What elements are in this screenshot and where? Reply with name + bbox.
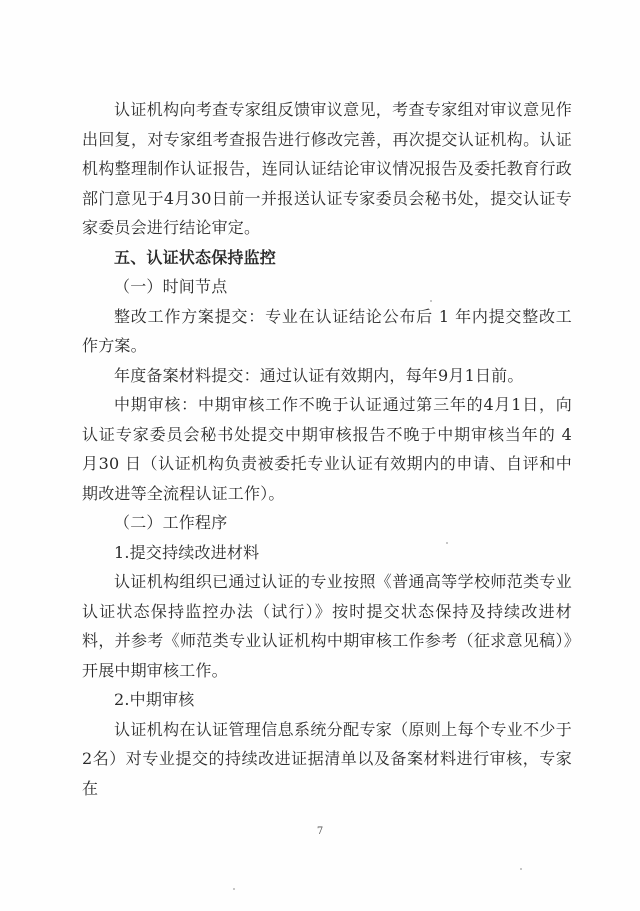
paragraph-annual-filing: 年度备案材料提交：通过认证有效期内，每年9月1日前。 [114, 365, 524, 385]
subheading-time-nodes: （一）时间节点 [114, 277, 228, 296]
subheading-midterm-review: 2.中期审核 [114, 690, 195, 709]
scan-speck [233, 888, 235, 890]
paragraph-midterm-review-timing: 中期审核：中期审核工作不晚于认证通过第三年的4月1日，向认证专家委员会秘书处提交中期审核报告不晚于中期审核当年的 4 月30 日（认证机构负责被委托专业认证有效期内的申请、自评和中期改进等全流程认证工作）。 [82, 395, 572, 503]
scan-speck [446, 542, 448, 544]
subheading-work-procedure: （二）工作程序 [114, 513, 228, 532]
document-body [82, 95, 572, 803]
paragraph-midterm-review: 认证机构在认证管理信息系统分配专家（原则上每个专业不少于2名）对专业提交的持续改进证据清单以及备案材料进行审核，专家在 [82, 719, 572, 798]
scan-speck [430, 300, 432, 302]
page-number: 7 [316, 826, 324, 837]
paragraph-review-feedback: 认证机构向考查专家组反馈审议意见，考查专家组对审议意见作出回复，对专家组考查报告进行修改完善，再次提交认证机构。认证机构整理制作认证报告，连同认证结论审议情况报告及委托教育行政部门意见于4月30日前一并报送认证专家委员会秘书处，提交认证专家委员会进行结论审定。 [82, 100, 572, 237]
section-heading-status-monitoring: 五、认证状态保持监控 [114, 247, 277, 267]
paragraph-submit-improvement: 认证机构组织已通过认证的专业按照《普通高等学校师范类专业认证状态保持监控办法（试行）》按时提交状态保持及持续改进材料，并参考《师范类专业认证机构中期审核工作参考（征求意见稿）》开展中期审核工作。 [82, 572, 572, 680]
subheading-submit-improvement: 1.提交持续改进材料 [114, 542, 260, 562]
paragraph-rectification-plan: 整改工作方案提交：专业在认证结论公布后 1 年内提交整改工作方案。 [82, 306, 572, 355]
scan-speck [520, 868, 522, 870]
